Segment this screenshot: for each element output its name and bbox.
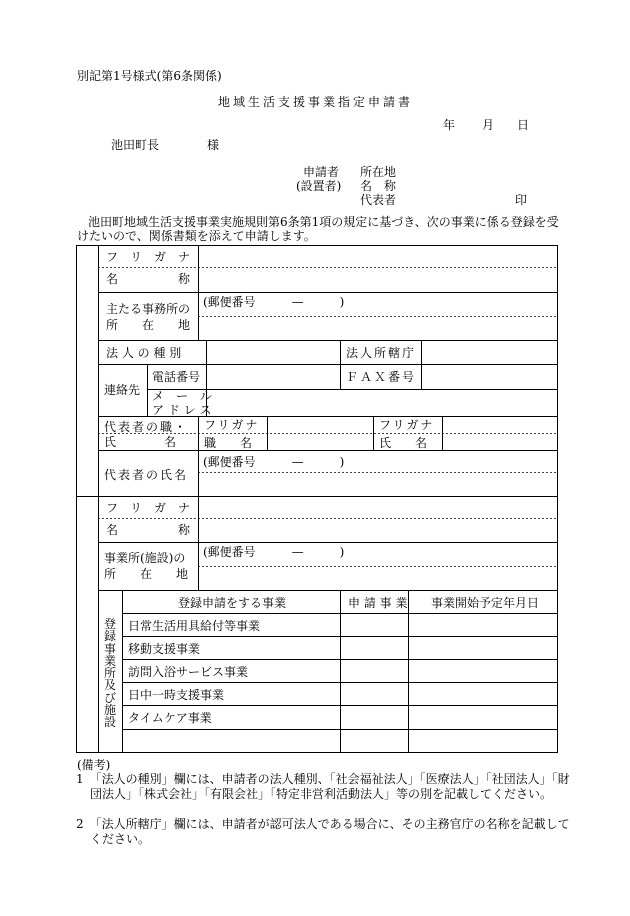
date-month-label: 月	[482, 118, 495, 132]
applicant-label: 申請者	[303, 165, 340, 179]
start-date-column-header: 事業開始予定年月日	[431, 596, 540, 610]
corp-type-label: 法 人 の 種 別	[106, 346, 182, 360]
fax-label: ＦＡＸ番号	[346, 370, 417, 384]
corp-furigana-label: フ リ ガ ナ	[106, 250, 191, 264]
office-address-label-1: 主たる事務所の	[106, 302, 191, 316]
applicant-name-label: 名 称	[360, 179, 397, 193]
contact-label: 連絡先	[104, 383, 141, 397]
body-text-line-1: 池田町地域生活支援事業実施規則第6条第1項の規定に基づき、次の事業に係る登録を受	[88, 215, 559, 229]
rep-position-furigana-label: フリガナ	[204, 418, 260, 432]
corp-jurisdiction-label: 法人所轄庁	[346, 346, 417, 360]
addressee-honorific: 様	[207, 138, 220, 152]
office-postal-code: (郵便番号 — )	[203, 295, 345, 309]
service-row: 訪問入浴サービス事業	[128, 665, 249, 679]
note-item-2: 2 「法人所轄庁」欄には、申請者が認可法人である場合に、その主務官庁の名称を記載してください。	[76, 817, 570, 846]
applicant-label-sub: (設置者)	[296, 179, 342, 193]
service-column-header: 登録申請をする事業	[178, 596, 287, 610]
facility-postal-code: (郵便番号 — )	[203, 545, 345, 559]
email-label-2: ア ド レ ス	[152, 403, 212, 417]
apply-column-header: 申 請 事 業	[348, 596, 408, 610]
service-row: タイムケア事業	[128, 711, 212, 725]
rep-title-label-1: 代表者の職・	[104, 420, 189, 434]
applicant-address-label: 所在地	[360, 165, 397, 179]
facility-furigana-label: フ リ ガ ナ	[106, 501, 191, 515]
rep-name-furigana-label: フリガナ	[379, 418, 435, 432]
corp-name-label: 名 称	[106, 272, 191, 286]
page-title: 地域生活支援事業指定申請書	[218, 95, 414, 109]
service-row: 日中一時支援事業	[128, 688, 225, 702]
note-item-1: 1 「法人の種別」欄には、申請者の法人種別、「社会福祉法人」「医療法人」「社団法人」「財団法人」「株式会社」「有限会社」「特定非営利活動法人」等の別を記載してください。	[76, 772, 570, 801]
rep-title-label-2: 氏 名	[104, 435, 177, 449]
phone-label: 電話番号	[152, 370, 201, 384]
service-row: 移動支援事業	[128, 642, 201, 656]
rep-position-label: 職 名	[204, 436, 253, 450]
facility-address-label-2: 所 在 地	[104, 567, 189, 581]
rep-fullname-label: 代表者の氏名	[104, 468, 189, 482]
office-address-label-2: 所 在 地	[106, 318, 191, 332]
facility-name-label: 名 称	[106, 523, 191, 537]
rep-postal-code: (郵便番号 — )	[203, 455, 345, 469]
facility-address-label-1: 事業所(施設)の	[104, 551, 186, 565]
form-number: 別記第1号様式(第6条関係)	[77, 69, 222, 83]
service-row: 日常生活用具給付等事業	[128, 619, 261, 633]
notes-heading: (備考)	[77, 758, 111, 772]
date-year-label: 年	[443, 118, 456, 132]
rep-name-label: 氏 名	[379, 436, 428, 450]
addressee: 池田町長	[111, 138, 160, 152]
body-text-line-2: けたいので、関係書類を添えて申請します。	[77, 229, 316, 243]
date-day-label: 日	[517, 118, 530, 132]
email-label-1: メ ー ル	[152, 389, 213, 403]
seal-mark: 印	[515, 193, 528, 207]
registered-facility-vertical-label: 登録事業所及び施設	[103, 617, 116, 730]
applicant-rep-label: 代表者	[360, 193, 397, 207]
